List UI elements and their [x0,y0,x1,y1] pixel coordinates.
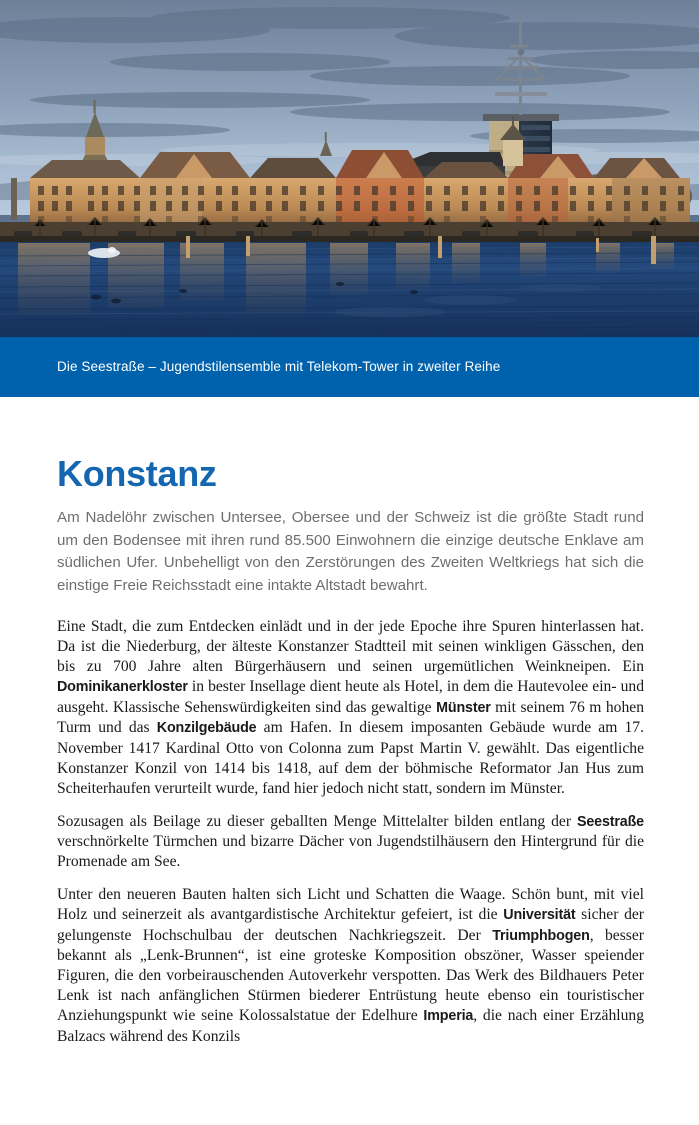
text-run: sicher der gelungenste Hochschulbau der deutschen Nachkriegszeit. Der [57,905,644,944]
article-body [57,617,644,1046]
keyword-highlight: Universität [503,906,576,923]
photo-caption-bar [0,337,699,397]
paragraph [57,812,644,872]
keyword-highlight: Dominikanerkloster [57,678,188,695]
text-run: , die nach einer Erzählung Balzacs während des Konzils [57,1006,644,1045]
keyword-highlight: Konzilgebäude [156,720,257,737]
keyword-highlight: Münster [436,699,491,716]
text-run: verschnörkelte Türmchen und bizarre Dächer von Jugendstilhäusern den Hintergrund für die Promenade am See. [57,833,644,871]
article-content [57,455,644,1046]
header-photo [0,0,699,337]
text-run: Sozusagen als Beilage zu dieser geballten Menge Mittelalter bilden entlang der [57,812,577,830]
text-run: Unter den neueren Bauten halten sich Licht und Schatten die Waage. Schön bunt, mit viel Holz und seinerzeit als avantgardistische Architektur gefeiert, ist die [57,885,644,923]
keyword-highlight: Imperia [423,1007,474,1024]
text-run: in bester Insellage dient heute als Hotel, in dem die Hautevolee ein- und ausgeht. Klassische Sehenswürdigkeiten sind das gewaltige [57,677,644,716]
text-run: mit seinem 76 m hohen Turm und das [57,698,644,737]
keyword-highlight: Triumphbogen [492,927,590,944]
text-run: , besser bekannt als „Lenk-Brunnen“, ist eine groteske Komposition obszöner, Wasser speiender Figuren, die den vorbeirauschenden Autoverkehr verspotten. Das Werk des Bildhauers Peter Lenk ist nach anfänglichen Stürmen biederer Entrüstung heute ebenso ein touristischer Anziehungspunkt wie seine Kolossalstatue der Edelhure [57,926,644,1024]
keyword-highlight: Seestraße [576,813,644,830]
text-run: am Hafen. In diesem imposanten Gebäude wurde am 17. November 1417 Kardinal Otto von Colonna zum Papst Martin V. gewählt. Das eigentliche Konstanzer Konzil von 1414 bis 1418, auf dem der böhmische Reformator Jan Hus zum Scheiterhaufen verurteilt wurde, fand hier jedoch nicht statt, sondern im Münster. [57,719,644,797]
paragraph [57,617,644,798]
paragraph [57,885,644,1046]
photo-caption-text: Die Seestraße – Jugendstilensemble mit Telekom-Tower in zweiter Reihe [57,359,501,374]
article-lede: Am Nadelöhr zwischen Untersee, Obersee und der Schweiz ist die größte Stadt rund um den Bodensee mit ihren rund 85.500 Einwohnern die einzige deutsche Enklave am südlichen Ufer. Unbehelligt von den Zerstörungen des Zweiten Weltkriegs hat sich die einstige Freie Reichsstadt eine intakte Altstadt bewahrt. [57,509,644,594]
photo-illustration [0,0,699,337]
text-run: Eine Stadt, die zum Entdecken einlädt und in der jede Epoche ihre Spuren hinterlassen hat. Da ist die Niederburg, der älteste Konstanzer Stadtteil mit seinen winkligen Gässchen, den bis zu 700 Jahre alten Bürgerhäusern und seinen urgemütlichen Weinkneipen. Ein [57,618,644,675]
page-title: Konstanz [57,453,217,494]
